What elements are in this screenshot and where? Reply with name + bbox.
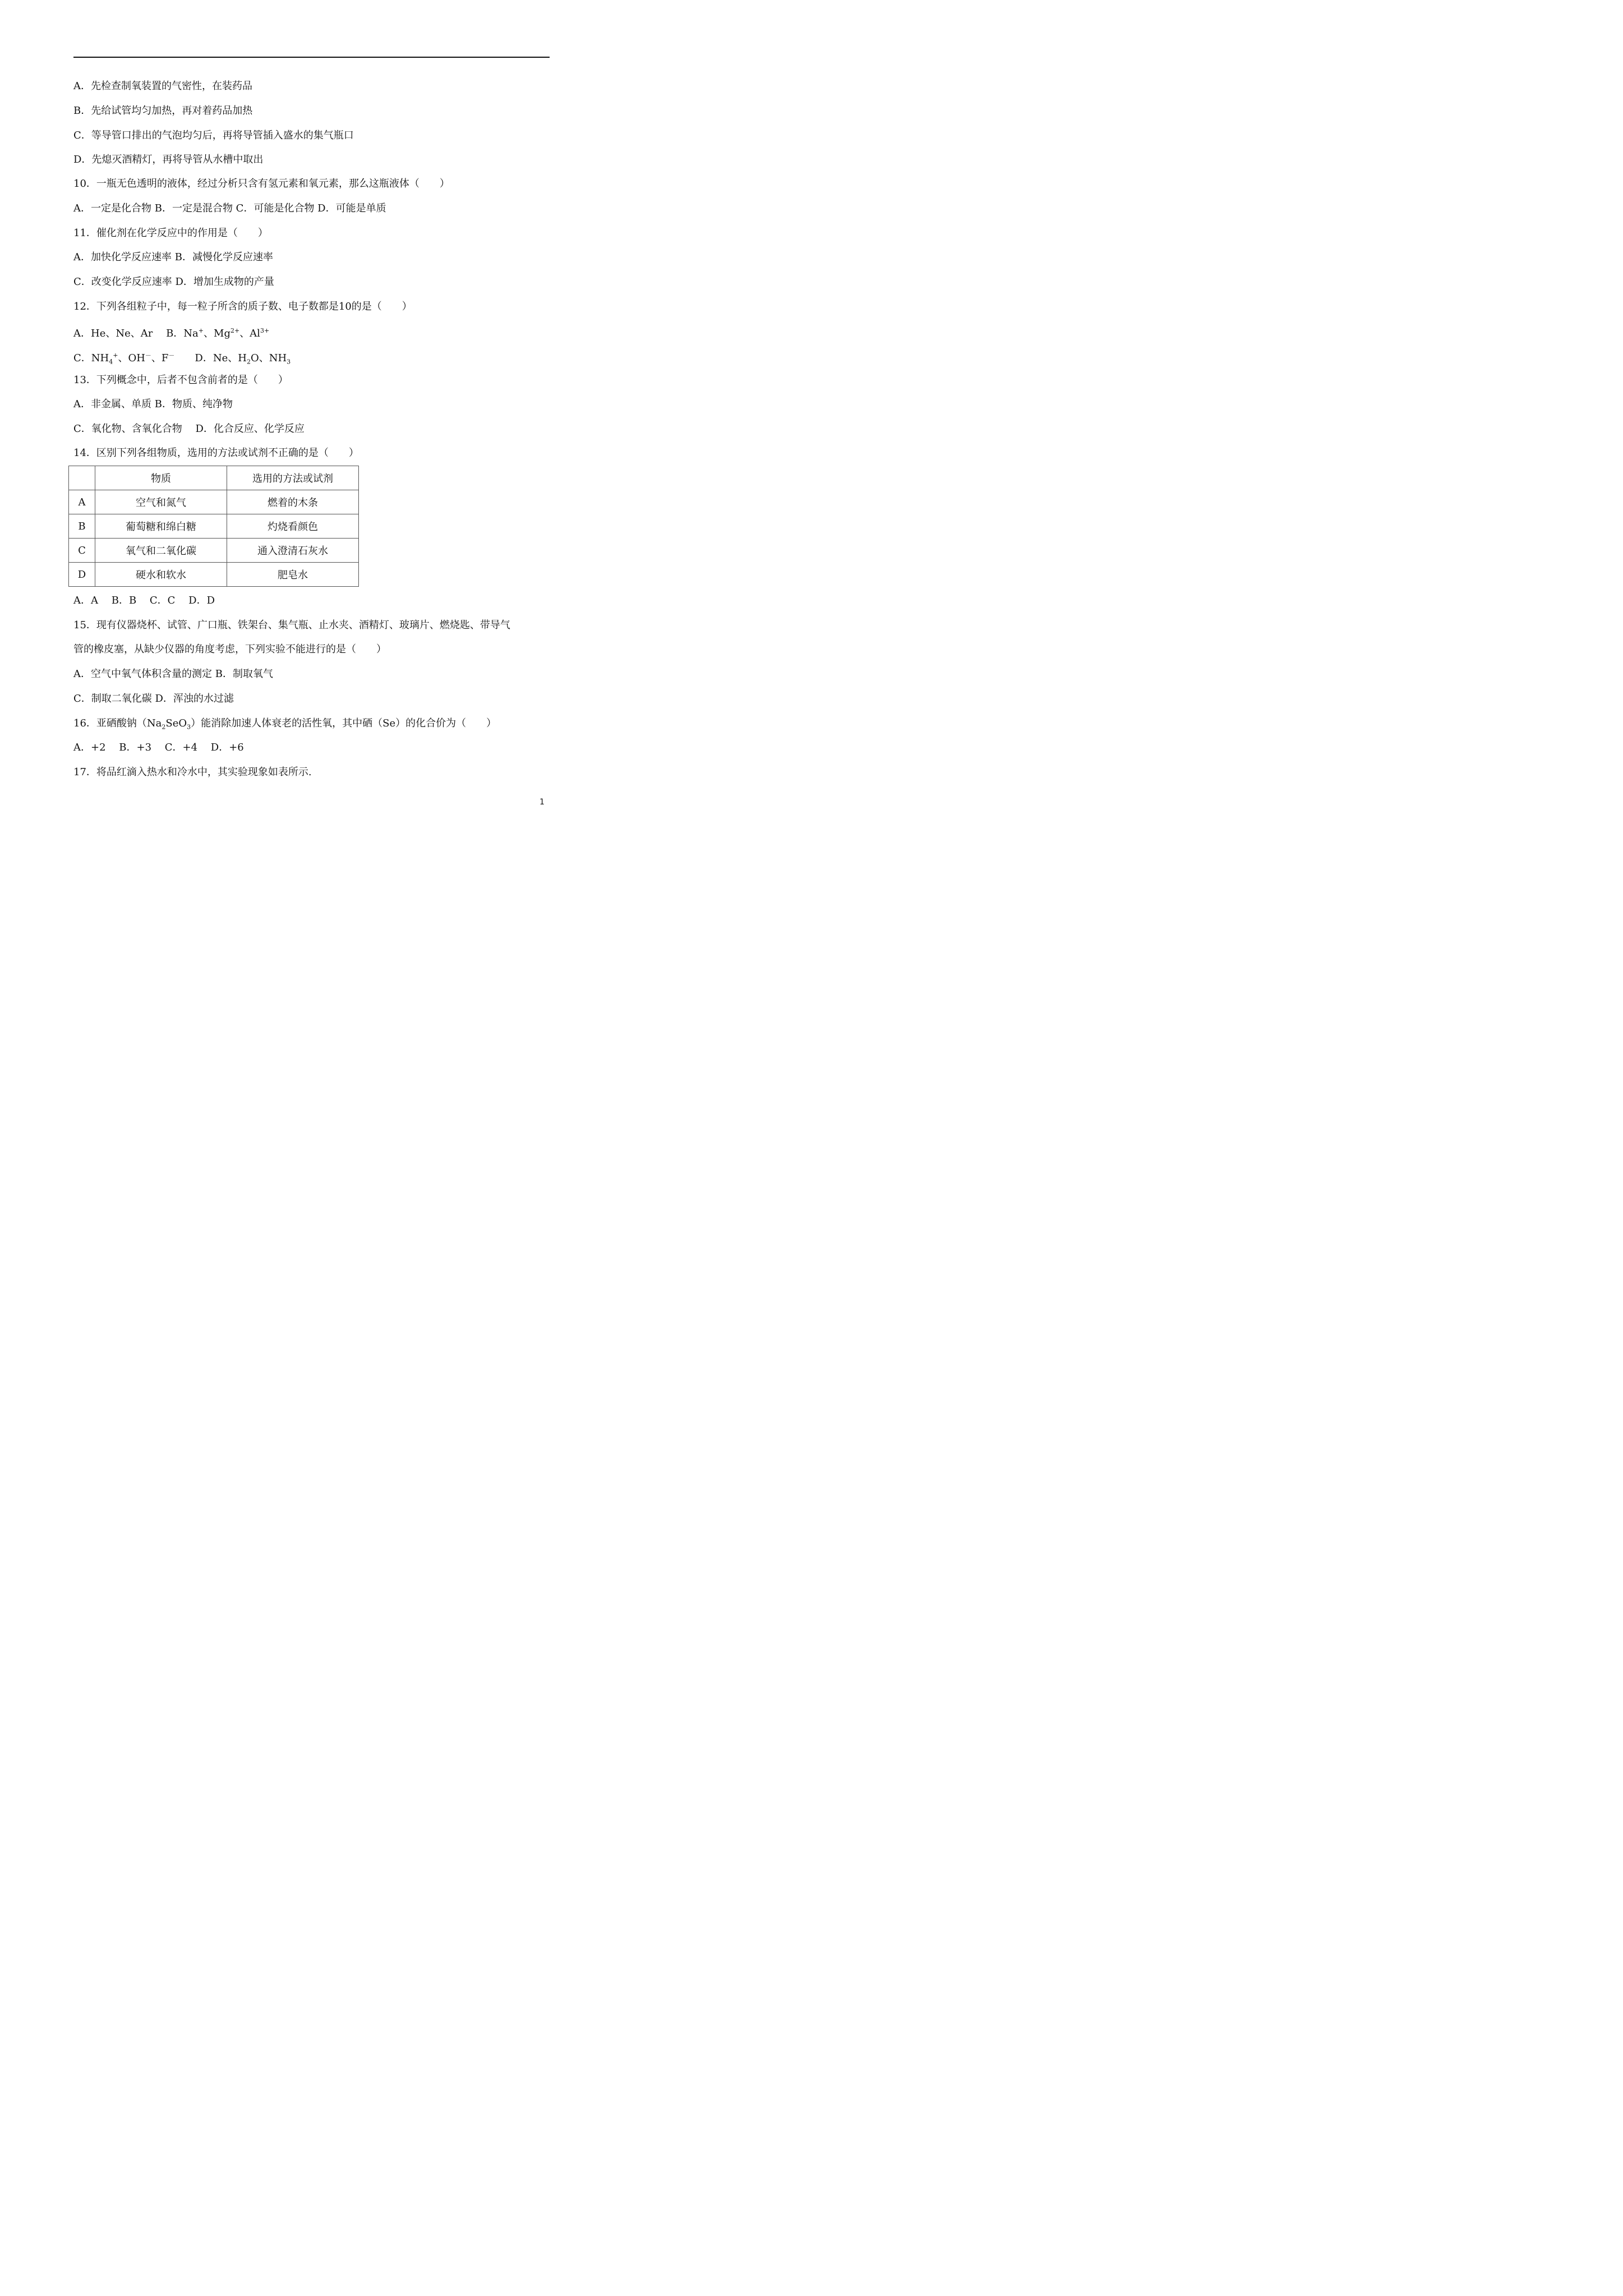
question-11-options-cd: C．改变化学反应速率 D．增加生成物的产量 <box>73 276 274 288</box>
table-cell: 灼烧看颜色 <box>227 514 359 539</box>
table-cell: 硬水和软水 <box>95 563 227 587</box>
question-16: 16．亚硒酸钠$(Na_2SeO_3)$能消除加速人体衰老的活性氧，其中硒（Se）的化合价为（ ） <box>73 717 497 731</box>
table-cell: 通入澄清石灰水 <box>227 539 359 563</box>
question-15-line-1: 15．现有仪器烧杯、试管、广口瓶、铁架台、集气瓶、止水夹、酒精灯、玻璃片、燃烧匙、带导气 <box>73 619 510 631</box>
table-cell: 氧气和二氧化碳 <box>95 539 227 563</box>
question-14: 14．区别下列各组物质，选用的方法或试剂不正确的是（ ） <box>73 447 359 459</box>
table-cell <box>69 466 95 490</box>
table-cell: 燃着的木条 <box>227 490 359 514</box>
table-cell: B <box>69 514 95 539</box>
question-15-options-ab: A．空气中氧气体积含量的测定 B．制取氧气 <box>73 668 273 680</box>
question-15-line-2: 管的橡皮塞，从缺少仪器的角度考虑，下列实验不能进行的是（ ） <box>73 643 386 655</box>
question-11: 11．催化剂在化学反应中的作用是（ ） <box>73 227 268 239</box>
question-15-options-cd: C．制取二氧化碳 D．浑浊的水过滤 <box>73 693 234 705</box>
page-number: 1 <box>540 798 545 807</box>
table-header-row <box>69 466 359 490</box>
question-13-options-cd: C．氧化物、含氧化合物 D．化合反应、化学反应 <box>73 423 305 435</box>
option-c-line: C．等导管口排出的气泡均匀后，再将导管插入盛水的集气瓶口 <box>73 130 354 141</box>
table-cell: A <box>69 490 95 514</box>
question-14-options: A．A B．B C．C D．D <box>73 595 215 606</box>
table-cell: 空气和氮气 <box>95 490 227 514</box>
table-row <box>69 490 359 514</box>
option-d-line: D．先熄灭酒精灯，再将导管从水槽中取出 <box>73 154 264 165</box>
option-b-line: B．先给试管均匀加热，再对着药品加热 <box>73 105 253 117</box>
question-17: 17．将品红滴入热水和冷水中，其实验现象如表所示. <box>73 766 312 778</box>
table-header-substance: 物质 <box>95 466 227 490</box>
question-16-options: A．+2 B．+3 C．+4 D．+6 <box>73 742 244 753</box>
table-cell: 葡萄糖和绵白糖 <box>95 514 227 539</box>
question-12-options-ab: A．He、Ne、Ar B．Na+、$Mg^{2+}$、$Al^{3+}$ <box>73 327 270 339</box>
question-13: 13．下列概念中，后者不包含前者的是（ ） <box>73 374 288 386</box>
table-cell: D <box>69 563 95 587</box>
question-11-options-ab: A．加快化学反应速率 B．减慢化学反应速率 <box>73 251 273 263</box>
header-rule <box>73 57 550 58</box>
question-10-options: A．一定是化合物 B．一定是混合物 C．可能是化合物 D．可能是单质 <box>73 203 386 214</box>
question-14-table <box>68 466 359 587</box>
table-row <box>69 539 359 563</box>
option-a-line: A．先检查制氧装置的气密性，在装药品 <box>73 80 252 92</box>
table-cell: C <box>69 539 95 563</box>
question-10: 10．一瓶无色透明的液体，经过分析只含有氢元素和氧元素，那么这瓶液体（ ） <box>73 178 450 190</box>
question-12-options-cd: C．$NH_4^+$、OH－、F－ D．Ne、$H_2O$、$NH_3$ <box>73 352 291 366</box>
question-13-options-ab: A．非金属、单质 B．物质、纯净物 <box>73 398 233 410</box>
table-cell: 肥皂水 <box>227 563 359 587</box>
table-header-method: 选用的方法或试剂 <box>227 466 359 490</box>
table-row <box>69 563 359 587</box>
question-12: 12．下列各组粒子中，每一粒子所含的质子数、电子数都是10的是（ ） <box>73 301 412 312</box>
table-row <box>69 514 359 539</box>
